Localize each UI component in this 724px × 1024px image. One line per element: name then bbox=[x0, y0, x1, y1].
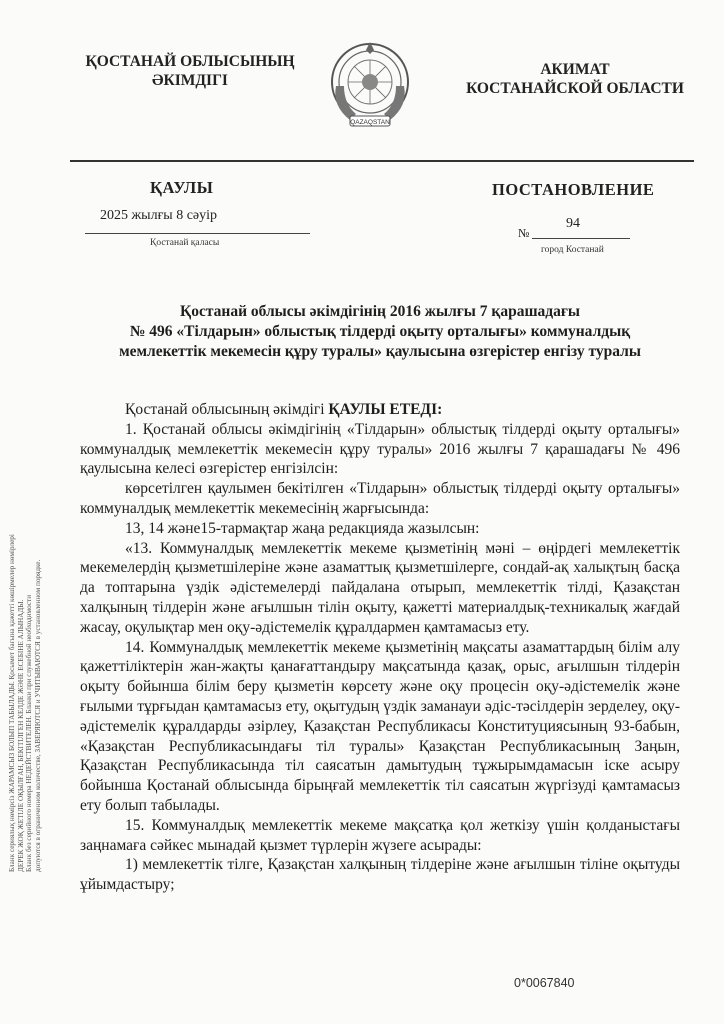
subject-line3: мемлекеттік мекемесін құру туралы» қаулысына өзгерістер енгізу туралы bbox=[119, 343, 641, 360]
paragraph-4: «13. Коммуналдық мемлекеттік мекеме қызметінің мәні – өңірдегі мемлекеттік мекемелердің қызметшілеріне және азаматтық қызметшілерге, сондай-ақ халықтың басқа да топтарына үздік әдістемелерді пайдалана отырып, мемлекеттік тілді, Қазақстан халқының тілдерін және ағылшын тілін оқыту, қажетті материалдық-техникалық жағдай жасау, оқулықтар мен оқу-әдістемелік құралдармен қамтамасыз ету. bbox=[80, 539, 680, 636]
header-rule bbox=[70, 160, 694, 162]
doc-type-kz: ҚАУЛЫ bbox=[150, 178, 214, 197]
serial-number: 0*0067840 bbox=[514, 976, 575, 990]
margin-note-line3: Бланк без серийного номера НЕДЕЙСТВИТЕЛЕН. Бланки при служебной необходимости bbox=[25, 594, 33, 872]
emblem-text: QAZAQSTAN bbox=[350, 119, 390, 126]
header-right-line1: АКИМАТ bbox=[540, 61, 610, 78]
doc-place-kz: Қостанай қаласы bbox=[150, 238, 220, 248]
margin-note-line4: допуются в ограниченном количестве, ЗАВЕРЯЮТСЯ и УЧИТЫВАЮТСЯ в установленном порядке. bbox=[33, 559, 42, 872]
intro-paragraph bbox=[80, 400, 680, 420]
subject-line2: № 496 «Тілдарын» облыстық тілдерді оқыту орталығы» коммуналдық bbox=[129, 323, 631, 340]
header-left-kz bbox=[70, 52, 310, 90]
doc-number-label: № bbox=[518, 226, 530, 240]
header-left-line1: ҚОСТАНАЙ ОБЛЫСЫНЫҢ bbox=[85, 53, 295, 70]
header-right-ru bbox=[450, 60, 700, 98]
doc-number: 94 bbox=[566, 216, 580, 231]
intro-bold: ҚАУЛЫ ЕТЕДІ: bbox=[328, 401, 443, 418]
paragraph-6: 15. Коммуналдық мемлекеттік мекеме мақсатқа қол жеткізу үшін қолданыстағы заңнамаға сәйкес мынадай қызмет түрлерін жүзеге асырады: bbox=[80, 816, 680, 854]
subject-line1: Қостанай облысы әкімдігінің 2016 жылғы 7 қарашадағы bbox=[179, 303, 581, 320]
paragraph-7: 1) мемлекеттік тілге, Қазақстан халқының тілдеріне және ағылшын тіліне оқытуды ұйымдастыру; bbox=[80, 856, 680, 894]
intro-text: Қостанай облысының әкімдігі bbox=[125, 401, 329, 418]
doc-type-ru: ПОСТАНОВЛЕНИЕ bbox=[492, 180, 655, 199]
margin-note bbox=[8, 402, 42, 872]
margin-note-line1: Бланк сериялық нөмірсіз ЖАРАМСЫЗ БОЛЫП ТАБЫЛАДЫ. Қосымет бағына қажетті көшірмелер нөмірлері bbox=[8, 534, 16, 872]
date-underline bbox=[85, 233, 310, 234]
doc-place-ru: город Костанай bbox=[541, 245, 604, 255]
document-subject bbox=[80, 302, 680, 362]
doc-date: 2025 жылғы 8 сәуір bbox=[100, 208, 218, 223]
header-left-line2: ӘКІМДІГІ bbox=[152, 72, 228, 89]
paragraph-1: 1. Қостанай облысы әкімдігінің «Тілдарын» облыстық тілдерді оқыту орталығы» коммуналдық мемлекеттік мекемесін құру туралы» 2016 жылғы 7 қарашадағы № 496 қаулысына келесі өзгерістер енгізілсін: bbox=[80, 420, 680, 478]
number-underline bbox=[532, 238, 630, 239]
document-body bbox=[80, 400, 680, 895]
header-right-line2: КОСТАНАЙСКОЙ ОБЛАСТИ bbox=[466, 80, 684, 97]
paragraph-5: 14. Коммуналдық мемлекеттік мекеме қызметінің мақсаты азаматтардың білім алу қажеттіліктерін жан-жақты қанағаттандыру мақсатында қазақ, орыс, ағылшын тілдерін оқыту бойынша білім беру қызметін көрсету және оқу процесін оқу-әдістемелік және ғылыми тұрғыдан қамтамасыз ету, оқытудың үздік заманауи әдіс-тәсілдерін зерделеу, оқу-әдістемелік құралдарды әзірлеу, Қазақстан Республикасы Конституциясының 93-бабын, «Қазақстан Республикасындағы тіл туралы» Қазақстан Республикасының Заңын, Қазақстан Республикасында тіл саясатын дамытудың тұжырымдамасын іске асыру бойынша Қостанай облысында бірыңғай мемлекеттік тіл саясатын жүргізуді қамтамасыз ету болып табылады. bbox=[80, 638, 680, 814]
state-emblem bbox=[330, 38, 410, 136]
margin-note-line2: ДЕРЕК ЖОҚ ЖЕТІЛЕ ОҚЫЛҒАН, БЕКІТІЛГЕН КЕЛДЕ ЖӘНЕ ЕСЕБІНЕ АЛЫНАДЫ. bbox=[16, 599, 25, 872]
paragraph-2: көрсетілген қаулымен бекітілген «Тілдарын» облыстық тілдерді оқыту орталығы» коммуналдық мемлекеттік мекемесінің жарғысында: bbox=[80, 480, 680, 517]
paragraph-3: 13, 14 және15-тармақтар жаңа редакцияда жазылсын: bbox=[125, 519, 480, 537]
